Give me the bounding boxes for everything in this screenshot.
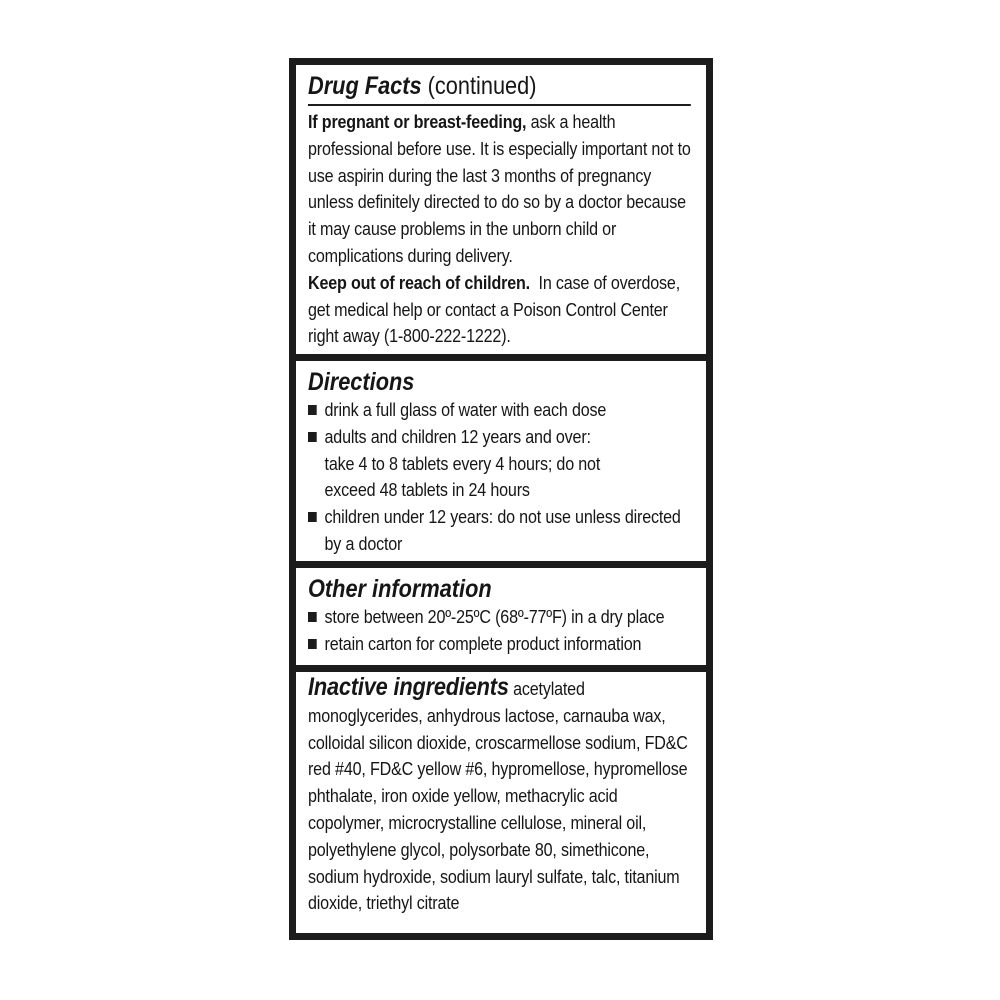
keep-out-warning [308, 270, 693, 350]
drug-facts-warnings-box [296, 65, 706, 354]
warnings-text [308, 109, 693, 350]
other-information-list-wrap [308, 604, 693, 658]
list-item [308, 504, 693, 558]
directions-box [296, 361, 706, 561]
list-item [308, 604, 693, 631]
bullet-square-icon [308, 432, 317, 442]
drug-facts-panel [289, 58, 713, 940]
drug-facts-title: Drug Facts [308, 72, 422, 100]
keep-out-warning-text: In case of overdose, get medical help or contact a Poison Control Center right away (1-800-222-1222). [308, 271, 685, 347]
list-item-text: retain carton for complete product information [324, 632, 642, 654]
pregnancy-warning-heading: If pregnant or breast-feeding, [308, 111, 527, 132]
directions-header [308, 361, 692, 397]
list-item [308, 424, 616, 504]
keep-out-warning-heading: Keep out of reach of children. [308, 271, 530, 293]
list-item-text: drink a full glass of water with each dose [324, 399, 607, 420]
drug-facts-title-suffix: (continued) [427, 72, 537, 100]
list-item [308, 631, 693, 658]
list-item-text: adults and children 12 years and over: take 4 to 8 tablets every 4 hours; do not exceed 48 tablets in 24 hours [324, 425, 601, 501]
directions-list-wrap [308, 397, 693, 558]
inactive-ingredients-list: acetylated monoglycerides, anhydrous lactose, carnauba wax, colloidal silicon dioxide, croscarmellose sodium, FD&C red #40, FD&C yellow #6, hypromellose, hypromellose phthalate, iron oxide yellow, methacrylic acid copolymer, microcrystalline cellulose, mineral oil, polyethylene glycol, polysorbate 80, simethicone, sodium hydroxide, sodium lauryl sulfate, talc, titanium dioxide, triethyl citrate [308, 678, 688, 914]
directions-list [308, 397, 693, 558]
other-information-heading: Other information [308, 575, 492, 603]
list-item-text: store between 20º-25ºC (68º-77ºF) in a dry place [324, 606, 665, 627]
other-information-box [296, 568, 706, 665]
directions-heading: Directions [308, 368, 415, 396]
list-item-text: children under 12 years: do not use unless directed by a doctor [324, 506, 681, 554]
bullet-square-icon [308, 512, 317, 522]
bullet-square-icon [308, 405, 317, 415]
bullet-square-icon [308, 639, 317, 649]
inactive-ingredients-box [296, 672, 706, 933]
other-information-header [308, 568, 692, 604]
inactive-ingredients-text [308, 672, 693, 917]
bullet-square-icon [308, 612, 317, 622]
other-information-list [308, 604, 693, 658]
pregnancy-warning-text: ask a health professional before use. It is especially important not to use aspirin during the last 3 months of pregnancy unless definitely directed to do so by a doctor because it may cause problems in the unborn child or complications during delivery. [308, 111, 691, 266]
pregnancy-warning [308, 109, 693, 270]
drug-facts-title-row [308, 65, 691, 106]
inactive-ingredients-heading: Inactive ingredients [308, 673, 509, 701]
list-item [308, 397, 693, 424]
